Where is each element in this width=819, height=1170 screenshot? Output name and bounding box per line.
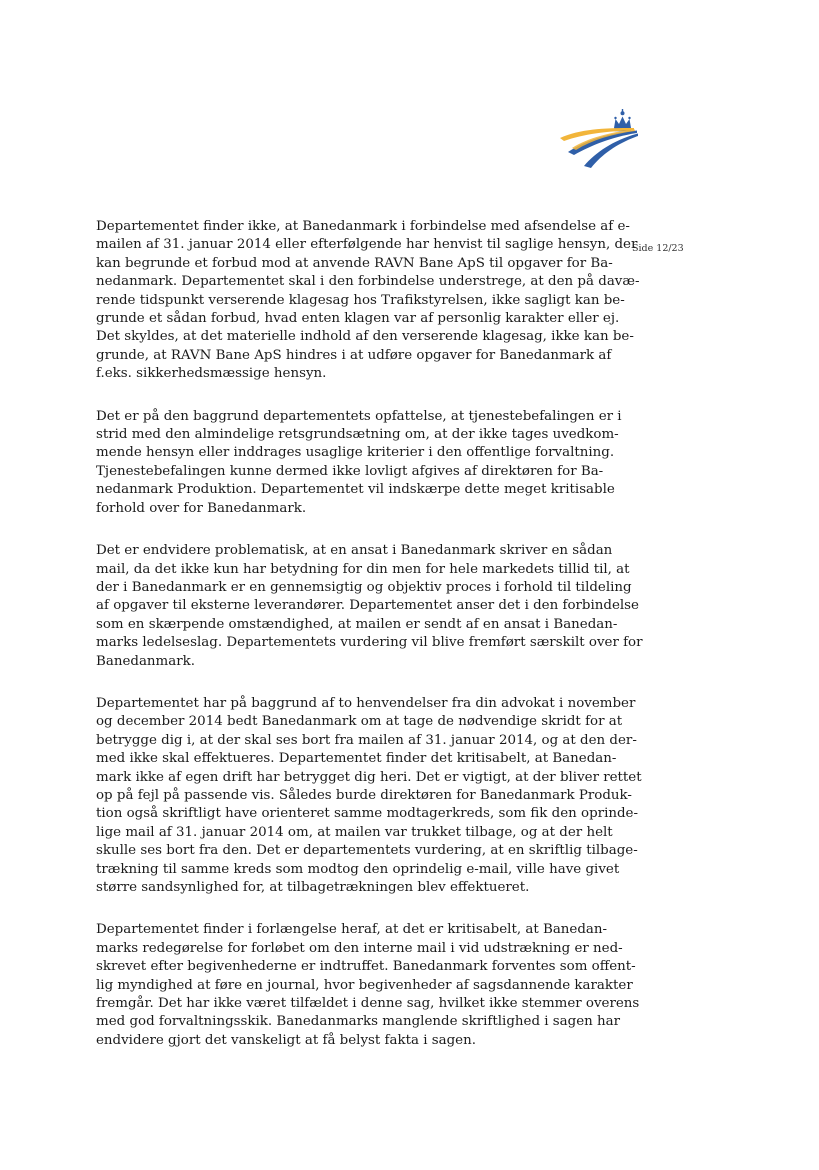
text-line: mail, da det ikke kun har betydning for din men for hele markedets tillid til, at <box>96 561 630 577</box>
text-line: grunde, at RAVN Bane ApS hindres i at udføre opgaver for Banedanmark af <box>96 347 612 363</box>
text-line: Det er på den baggrund departementets opfattelse, at tjenestebefalingen er i <box>96 408 622 424</box>
text-line: som en skærpende omstændighed, at mailen er sendt af en ansat i Banedan- <box>96 616 618 632</box>
text-line: nedanmark Produktion. Departementet vil indskærpe dette meget kritisable <box>96 482 615 498</box>
paragraph <box>96 218 640 384</box>
text-line: Det skyldes, at det materielle indhold af den verserende klagesag, ikke kan be- <box>96 329 634 345</box>
text-line: mende hensyn eller inddrages usaglige kriterier i den offentlige forvaltning. <box>96 445 615 461</box>
text-line: Departementet har på baggrund af to henvendelser fra din advokat i november <box>96 695 636 711</box>
text-line: rende tidspunkt verserende klagesag hos Trafikstyrelsen, ikke sagligt kan be- <box>96 292 625 308</box>
text-line: lige mail af 31. januar 2014 om, at mailen var trukket tilbage, og at der helt <box>96 824 613 840</box>
text-line: mark ikke af egen drift har betrygget dig heri. Det er vigtigt, at der bliver rettet <box>96 769 642 785</box>
text-line: kan begrunde et forbud mod at anvende RAVN Bane ApS til opgaver for Ba- <box>96 255 613 271</box>
paragraph <box>96 921 640 1050</box>
text-line: og december 2014 bedt Banedanmark om at tage de nødvendige skridt for at <box>96 714 623 730</box>
text-line: nedanmark. Departementet skal i den forbindelse understrege, at den på davæ- <box>96 274 640 290</box>
text-line: af opgaver til eksterne leverandører. Departementet anser det i den forbindelse <box>96 598 639 614</box>
banedanmark-logo-icon <box>558 108 640 170</box>
paragraph <box>96 408 622 518</box>
text-line: tion også skriftligt have orienteret samme modtagerkreds, som fik den oprinde- <box>96 806 639 822</box>
crown-rails-icon <box>558 108 640 170</box>
text-line: marks ledelseslag. Departementets vurdering vil blive fremført særskilt over for <box>96 635 643 651</box>
paragraph <box>96 695 642 897</box>
text-line: med ikke skal effektueres. Departementet finder det kritisabelt, at Banedan- <box>96 751 617 767</box>
text-line: med god forvaltningsskik. Banedanmarks manglende skriftlighed i sagen har <box>96 1014 621 1030</box>
text-line: op på fejl på passende vis. Således burde direktøren for Banedanmark Produk- <box>96 787 632 803</box>
text-line: betrygge dig i, at der skal ses bort fra mailen af 31. januar 2014, og at den der- <box>96 732 637 748</box>
text-line: Departementet finder i forlængelse heraf, at det er kritisabelt, at Banedan- <box>96 922 608 938</box>
text-line: Banedanmark. <box>96 653 196 669</box>
paragraph <box>96 542 643 671</box>
crown-icon <box>614 109 631 131</box>
rails-icon <box>560 128 638 168</box>
text-line: trækning til samme kreds som modtog den oprindelig e-mail, ville have givet <box>96 861 620 877</box>
text-line: strid med den almindelige retsgrundsætning om, at der ikke tages uvedkom- <box>96 427 619 443</box>
letter-body <box>96 218 643 1074</box>
text-line: marks redegørelse for forløbet om den interne mail i vid udstrækning er ned- <box>96 940 623 956</box>
text-line: Departementet finder ikke, at Banedanmark i forbindelse med afsendelse af e- <box>96 219 630 234</box>
text-line: fremgår. Det har ikke været tilfældet i denne sag, hvilket ikke stemmer overens <box>96 996 640 1012</box>
text-line: større sandsynlighed for, at tilbagetrækningen blev effektueret. <box>96 880 530 895</box>
text-line: grunde et sådan forbud, hvad enten klagen var af personlig karakter eller ej. <box>96 311 620 327</box>
text-line: der i Banedanmark er en gennemsigtig og objektiv proces i forhold til tildeling <box>96 579 632 595</box>
text-line: Det er endvidere problematisk, at en ansat i Banedanmark skriver en sådan <box>96 543 613 559</box>
page-number: Side 12/23 <box>632 243 684 254</box>
text-line: lig myndighed at føre en journal, hvor begivenheder af sagsdannende karakter <box>96 977 633 993</box>
text-line: mailen af 31. januar 2014 eller efterfølgende har henvist til saglige hensyn, der <box>96 237 638 253</box>
text-line: skrevet efter begivenhederne er indtruffet. Banedanmark forventes som offent- <box>96 959 636 975</box>
text-line: forhold over for Banedanmark. <box>96 500 307 516</box>
text-line: endvidere gjort det vanskeligt at få belyst fakta i sagen. <box>96 1032 476 1048</box>
text-line: skulle ses bort fra den. Det er departementets vurdering, at en skriftlig tilbage- <box>96 843 638 859</box>
text-line: f.eks. sikkerhedsmæssige hensyn. <box>96 366 327 382</box>
text-line: Tjenestebefalingen kunne dermed ikke lovligt afgives af direktøren for Ba- <box>96 463 604 479</box>
